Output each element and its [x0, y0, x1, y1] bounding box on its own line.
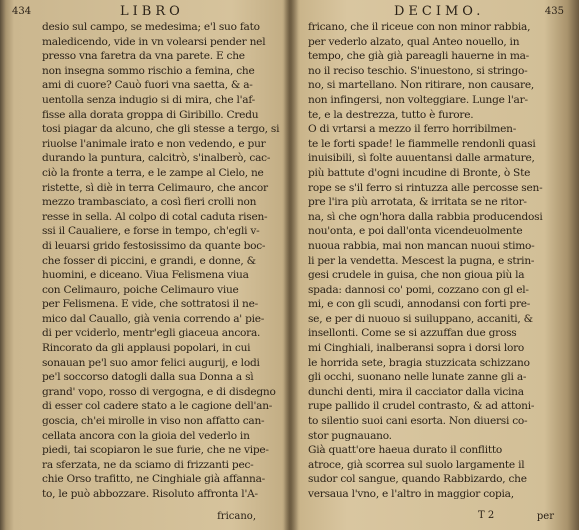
- text-line: per vederlo alzato, qual Anteo nouello, in: [308, 35, 520, 48]
- text-line: cellata ancora con la gioia del vederlo in: [42, 429, 250, 442]
- text-line: presso vna faretra da vna parete. E che: [42, 50, 245, 63]
- text-line: nuoua rabbia, mai non mancan nuoui stimo-: [308, 239, 535, 252]
- text-line: resse in sella. Al colpo di cotal caduta risen-: [42, 210, 268, 223]
- text-line: ami di cuore? Cauò fuori vna saetta, & a-: [42, 79, 253, 92]
- text-line: per Felismena. E vide, che sottratosi il ne-: [42, 298, 258, 311]
- text-line: no, si martellano. Non ritirare, non causare,: [308, 79, 534, 92]
- text-line: spada: dannosi co' pomi, cozzano con gl el-: [308, 283, 529, 296]
- text-line: to, le può abbozzare. Risoluto affronta l'A-: [42, 488, 258, 500]
- text-line: mezzo trambasciato, a così fieri crolli non: [42, 196, 257, 209]
- text-line: te le forti spade! le fiammelle rendonli quasi: [308, 137, 536, 150]
- text-line: chie Orso trafitto, ne Cinghiale già affanna-: [42, 473, 266, 486]
- right-catchword: per: [536, 511, 554, 522]
- text-line: atroce, già scorrea sul suolo largamente il: [308, 458, 525, 471]
- text-line: to silentio suoi cani esorta. Non diuersi co-: [308, 415, 528, 428]
- text-line: O di vrtarsi a mezzo il ferro horribilmen-: [308, 123, 517, 136]
- text-line: nou'onta, e poi dall'onta vicendeuolmente: [308, 225, 523, 238]
- text-line: sudor col sangue, quando Rabbizardo, che: [308, 473, 527, 486]
- text-line: che fosser di piccini, e grandi, e donne, &: [42, 254, 256, 267]
- text-line: con Celimauro, poiche Celimauro viue: [42, 283, 239, 296]
- text-line: huomini, e diceano. Viua Felismena viua: [42, 269, 249, 282]
- text-line: ssi il Caualiere, e forse in tempo, ch'egli v-: [42, 225, 260, 238]
- text-line: pre l'ira più arrotata, & irritata se ne ritor-: [308, 196, 527, 209]
- text-line: stor pugnauano.: [308, 429, 392, 442]
- text-line: ristette, sì diè in terra Celimauro, che ancor: [42, 181, 268, 194]
- left-running-head: LIBRO: [120, 4, 184, 19]
- text-line: se, e per di nuouo si suiluppano, accaniti, &: [308, 312, 533, 325]
- text-line: rupe pallido il crudel contrasto, & ad attoni-: [308, 400, 535, 413]
- right-page: [296, 0, 572, 530]
- text-line: ra sferzata, ne da sciamo di frizzanti pec-: [42, 458, 254, 471]
- text-line: più battute d'ogni incudine di Bronte, ò Ste: [308, 166, 531, 179]
- text-line: gli occhi, suonano nelle lunate zanne gli a-: [308, 371, 527, 384]
- left-page-text: [8, 20, 286, 502]
- text-line: grand' vopo, rosso di vergogna, e di disdegno: [42, 385, 276, 398]
- text-line: di per vciderlo, mentr'egli giaceua ancora.: [42, 327, 261, 340]
- right-signature-mark: T 2: [478, 510, 495, 521]
- text-line: mi Cinghiali, inalberansi sopra i dorsi loro: [308, 342, 525, 355]
- text-line: desio sul campo, se medesima; e'l suo fato: [42, 21, 260, 33]
- left-page-number: 434: [12, 6, 32, 17]
- text-line: na, sì che ogn'hora dalla rabbia producendosi: [308, 210, 543, 223]
- text-line: tempo, che già già pareagli hauerne in ma-: [308, 50, 530, 63]
- text-line: inuisibili, sì folte auuentansi dalle armature,: [308, 152, 535, 165]
- text-line: mi, e con gli scudi, annodansi con forti pre-: [308, 298, 531, 311]
- text-line: uentolla senza indugio si di mira, che l'af-: [42, 93, 255, 106]
- text-line: insellonti. Come se si azzuffan due gross: [308, 327, 517, 340]
- text-line: riuolse l'animale irato e non vedendo, e pur: [42, 137, 266, 150]
- text-line: le horrida sete, bragia stuzzicata schizzano: [308, 356, 530, 369]
- text-line: maledicendo, vide in vn volearsi pender nel: [42, 35, 266, 48]
- text-line: non infingersi, non volteggiare. Lunge l'ar-: [308, 93, 528, 106]
- text-line: piedi, tai scopiaron le sue furie, che ne vipe-: [42, 444, 269, 457]
- text-line: di leuarsi grido festosissimo da quante boc-: [42, 239, 266, 252]
- text-line: tosi piagar da alcuno, che gli stesse a tergo, si: [42, 123, 280, 136]
- text-line: pe'l soccorso datogli dalla sua Donna a sì: [42, 371, 254, 384]
- text-line: fisse alla dorata groppa di Giribillo. Credu: [42, 108, 259, 121]
- text-line: durando la puntura, calcitrò, s'inalberò, cac-: [42, 152, 271, 165]
- text-line: Rincorato da gli applausi popolari, in cui: [42, 342, 251, 355]
- right-running-head: DECIMO.: [394, 4, 485, 19]
- left-catchword: fricano,: [217, 511, 256, 522]
- text-line: versaua l'vno, e l'altro in maggior copia,: [308, 488, 514, 500]
- text-line: non insegna sommo rischio a femina, che: [42, 64, 255, 77]
- right-page-number: 435: [544, 6, 564, 17]
- text-line: no il reciso teschio. S'inuestono, si stringo-: [308, 64, 528, 77]
- text-line: dunchi denti, mira il cacciator dalla vicina: [308, 385, 524, 398]
- text-line: fricano, che il riceue con non minor rabbia,: [308, 21, 531, 33]
- text-line: li per la vendetta. Mescest la pugna, e strin-: [308, 254, 535, 267]
- text-line: goscia, ch'ei mirolle in viso non affatto can-: [42, 415, 265, 428]
- text-line: gesi crudele in guisa, che non gioua più la: [308, 269, 525, 282]
- right-page-text: [296, 20, 572, 502]
- text-line: rope se s'il ferro si rintuzza alle percosse sen-: [308, 181, 543, 194]
- text-line: Già quatt'ore haeua durato il conflitto: [308, 444, 502, 457]
- text-line: mico dal Cauallo, già venia correndo a' pie-: [42, 312, 265, 325]
- text-line: te, e la destrezza, tutto è furore.: [308, 108, 474, 121]
- text-line: ciò la fronte a terra, e le zampe al Cielo, ne: [42, 166, 264, 179]
- text-line: di esser col cadere stato a le cagione dell'an-: [42, 400, 273, 413]
- text-line: sonauan pe'l suo amor felici augurij, e lodi: [42, 356, 260, 369]
- left-page: [8, 0, 286, 530]
